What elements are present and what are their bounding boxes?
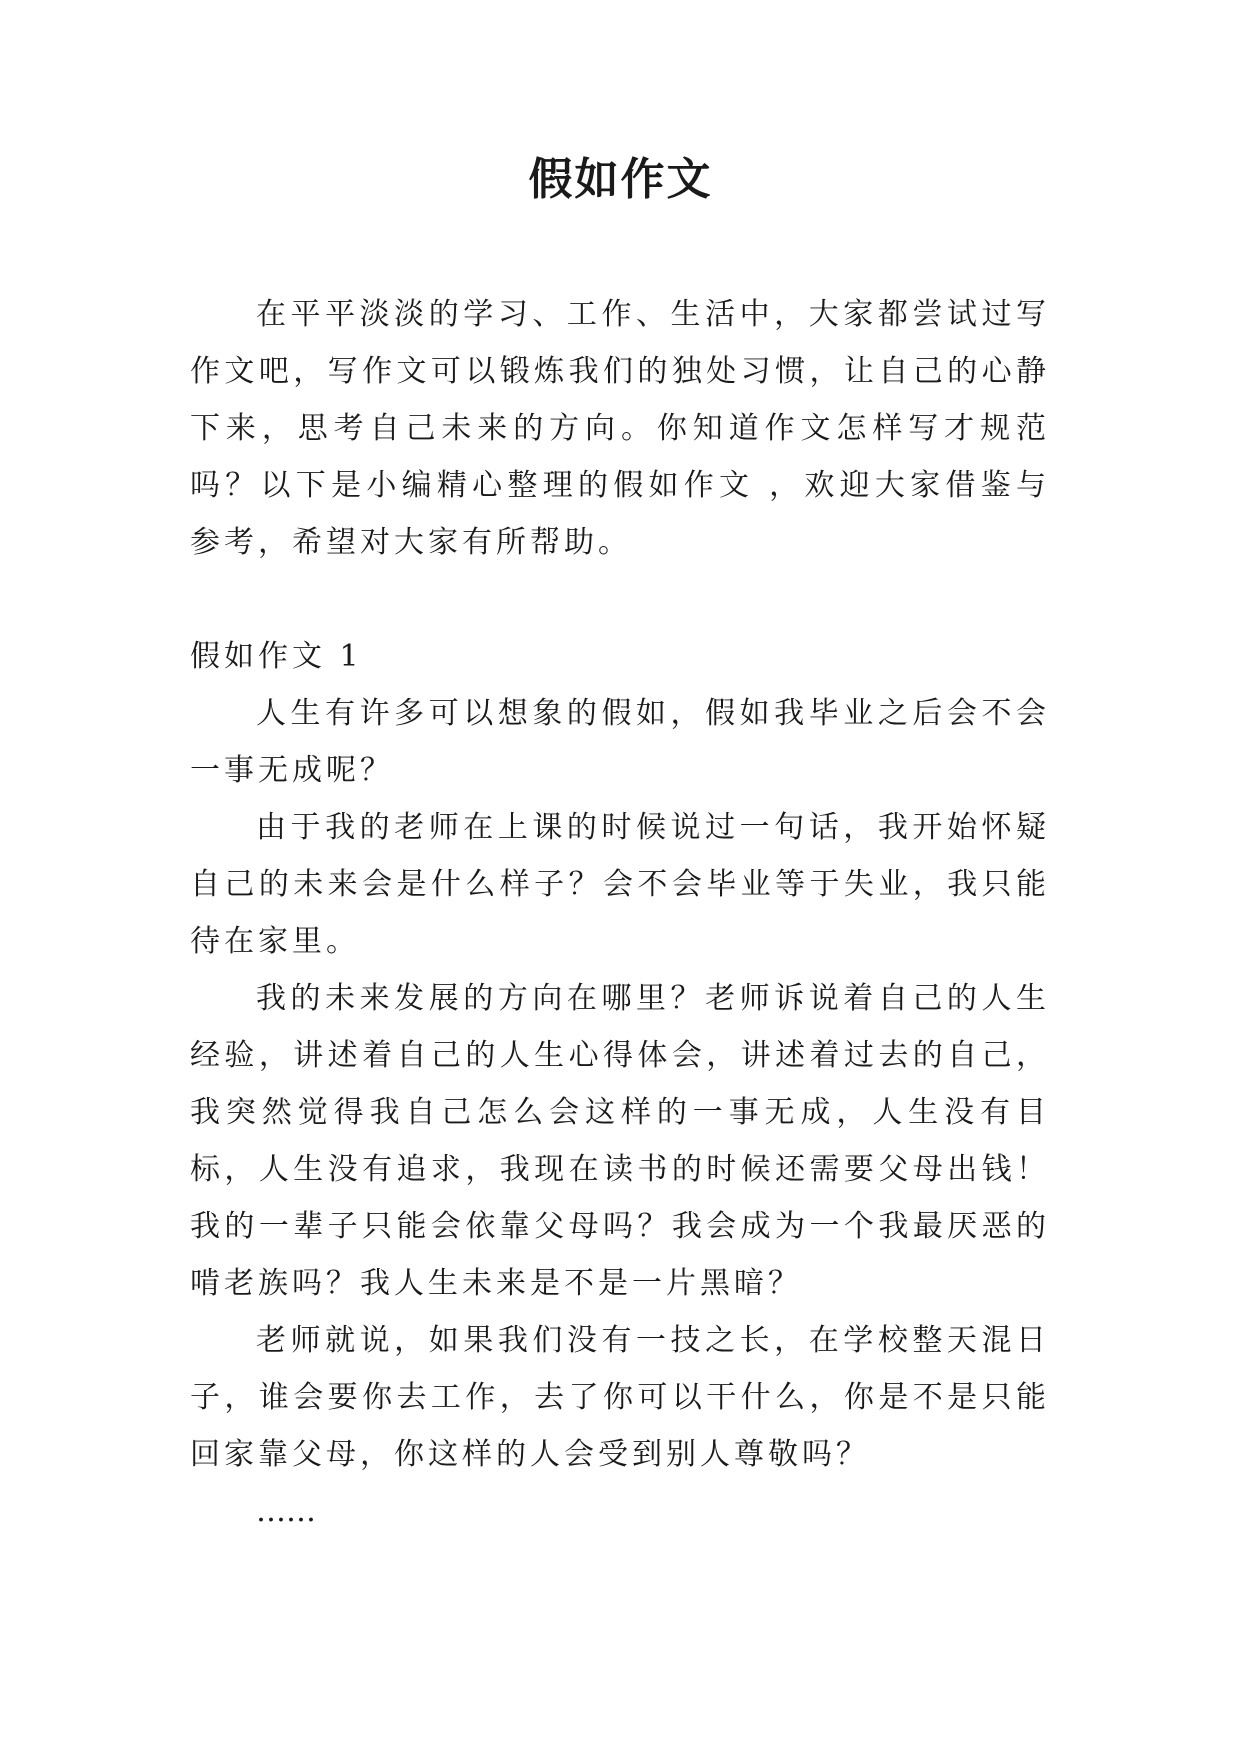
document-title: 假如作文 <box>528 154 713 205</box>
paragraph-gap <box>190 571 1050 628</box>
ellipsis: …… <box>256 1494 316 1529</box>
document-body <box>190 286 1050 1540</box>
body-paragraph: 我的未来发展的方向在哪里？老师诉说着自己的人生经验，讲述着自己的人生心得体会，讲述着过去的自己，我突然觉得我自己怎么会这样的一事无成，人生没有目标，人生没有追求，我现在读书的时候还需要父母出钱！我的一辈子只能会依靠父母吗？我会成为一个我最厌恶的啃老族吗？我人生未来是不是一片黑暗？ <box>190 981 1050 1301</box>
section-heading: 假如作文 1 <box>190 639 363 674</box>
body-paragraph: 人生有许多可以想象的假如，假如我毕业之后会不会一事无成呢？ <box>190 696 1050 788</box>
body-paragraph: 由于我的老师在上课的时候说过一句话，我开始怀疑自己的未来会是什么样子？会不会毕业等于失业，我只能待在家里。 <box>190 810 1050 959</box>
intro-paragraph: 在平平淡淡的学习、工作、生活中，大家都尝试过写作文吧，写作文可以锻炼我们的独处习惯，让自己的心静下来，思考自己未来的方向。你知道作文怎样写才规范吗？以下是小编精心整理的假如作文 ，欢迎大家借鉴与参考，希望对大家有所帮助。 <box>190 297 1050 560</box>
body-paragraph: 老师就说，如果我们没有一技之长，在学校整天混日子，谁会要你去工作，去了你可以干什么，你是不是只能回家靠父母，你这样的人会受到别人尊敬吗？ <box>190 1323 1050 1472</box>
